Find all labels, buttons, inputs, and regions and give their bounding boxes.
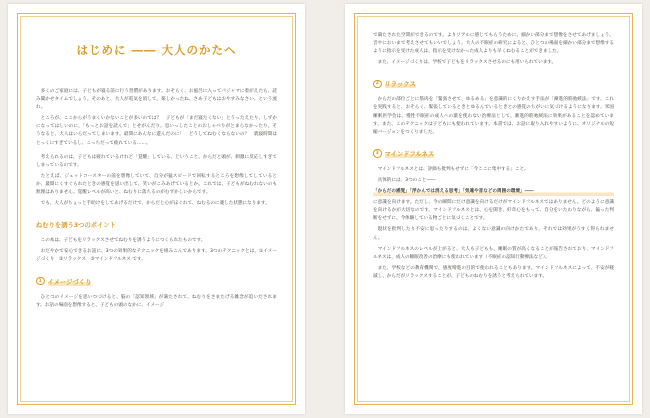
paragraph: 現状を批判したり不安に思ったりするのは、よくない意識の向けかたであり、それでは効果がうすく得られません。 — [373, 227, 614, 241]
paragraph: マインドフルネスとは、評価も批判もせずに「今ここに集中する」こと。 — [377, 166, 529, 172]
subsection-heading-1 — [36, 277, 277, 286]
paragraph: たとえば、ジェットコースターの前を想像していて、自分が猛スピードで回転するところを想像してしているとか、最間にくすぐられたときの感覚を思い出して、笑いがこみあげているとか。これでは、子どもがねむれないのも無理はありません。覚醒レベルが高いと、ねむりに落ちるのがむずかしいからです。 — [36, 173, 277, 196]
number-circle-icon: 3 — [373, 149, 382, 158]
right-page — [345, 4, 642, 414]
paragraph: おだやかで安心できるお話に、3つの効果的なテクニックを組みこんであります。3つのテクニックとは、①イメージづくり ②リラックス ③マインドフルネス です。 — [36, 249, 277, 263]
paragraph: ところが、ここからがうまくいかないことが多いのでは？ 子どもが「まだ寝たくない」とうったえたり、しずかになってはしいのに、「もっとお話を読んで」とせがんだり。息いっしたことのおしゃべりがとまらなかったり。そうなると、大人はいらだってしまいます。最間にあんなに遊んだのに！ どうしてねむくならないの？ 就寝時間はとっくにすぎているし、こっちだって疲れている……。 — [36, 116, 277, 146]
paragraph: に意識を向けます。ただし、今の瞬間にだけ意識を向けるだけがマインドフルネスではありません。どのように意識を向けるかが大切なのです。マインドフルネスとは、心を開き、好奇心をもって、自分をいたわりながら、偏った判断をせずに、今体験している物ごとに気づくことです。 — [373, 200, 614, 222]
paragraph: 考えられるのは、子どもは疲れているけれど「覚醒」している、ということ。からだと頭が、刺激に反応しすぎてしまっているのです。 — [36, 154, 277, 168]
paragraph: この本は、子どもをリラックスさせてねむりを誘うようにつくられたものです。 — [40, 238, 206, 244]
section-heading — [36, 220, 277, 229]
subsection-title: イメージづくり — [47, 278, 92, 286]
paragraph: また、学校などの教育機関で、感度増進の目的で使われることもあります。マインドフルネスによって、不安が軽減し、からだがリラックスすることが、子どものねむりを誘うと考えられています。 — [373, 265, 614, 279]
paragraph: 具体的には、3つのこと―― — [377, 177, 436, 183]
subsection-heading-3 — [373, 149, 614, 158]
paragraph: マインドフルネスのレベルが上がると、大人も子どもも、睡眠の質が高くなることが報告されており、マインドフルネスは、成人の睡眠改善の治療にも使われています（不眠症の認知行動療法など）。 — [373, 246, 614, 260]
number-circle-icon: 2 — [373, 80, 382, 89]
paragraph: 多くのご家庭には、子どもが寝る前に行う習慣があります。おそらく、お風呂に入ってパジャマに着がえたら、読み聞かせタイムでしょう。そのあと、大人が電気を消して、楽しかったね、さあ子どもはおやすみなさい、という流れ。 — [36, 89, 277, 111]
paragraph: また、イメージづくりは、学校で子どもをリラックスさせるのにも用いられています。 — [377, 60, 557, 66]
highlighted-list: 「からだの感覚」「浮かんでは消える思考」「気違や音などの周囲の環境」―― — [373, 188, 614, 196]
number-circle-icon: 1 — [36, 277, 45, 286]
subsection-title: リラックス — [384, 81, 416, 89]
paragraph: でも、大人がちょっと手助けをしてあげるだけで、からだと心がほぐれて、ねむるのに適した状態になります。 — [40, 201, 270, 207]
paragraph: からだの部位ごとに筋肉を「緊張させて、ゆるめる」を意識的にくりかえす手法が「漸進的筋弛緩法」です。これを実践すると、おそらく、緊張しているときとゆるんでいるときとの感覚のちがいに気づけるようになります。米国睡眠医学会は、慢性不眠症の成人への薬を使わない治療法として、漸進的筋弛緩法に効果があることを認めています。また、このテクニックは子どもにも使われています。本書では、お話に取り入れやすいように、オリジナルの短縮バージョンをつくりました。 — [373, 97, 614, 135]
subsection-heading-2 — [373, 79, 614, 88]
subsection-title: マインドフルネス — [384, 150, 435, 158]
page-title: はじめに ―― 大人のかたへ — [76, 43, 237, 57]
paragraph: で満たされた空間ができるのです。よりリアルに感じてもらうために、細かい部分まで想像をさせてあげましょう。音やにおいまで考えさせてもいいでしょう。大人の不眠症の研究によると、ひとつの場面を細かい部分まで想像するように指示を受けた成人は、指示を受けなかった成人よりも早くねむることができました。 — [373, 33, 614, 55]
paragraph: ひとつのイメージを思いつづけると、脳の「認知領域」が満たされて、ねむりをさまたげる雑念が追いだされます。お話の場面を想像すると、子どもの頭のなかに、イメージ — [36, 294, 277, 308]
left-page — [8, 4, 305, 414]
section-title: ねむりを誘う3つのポイント — [36, 222, 116, 230]
